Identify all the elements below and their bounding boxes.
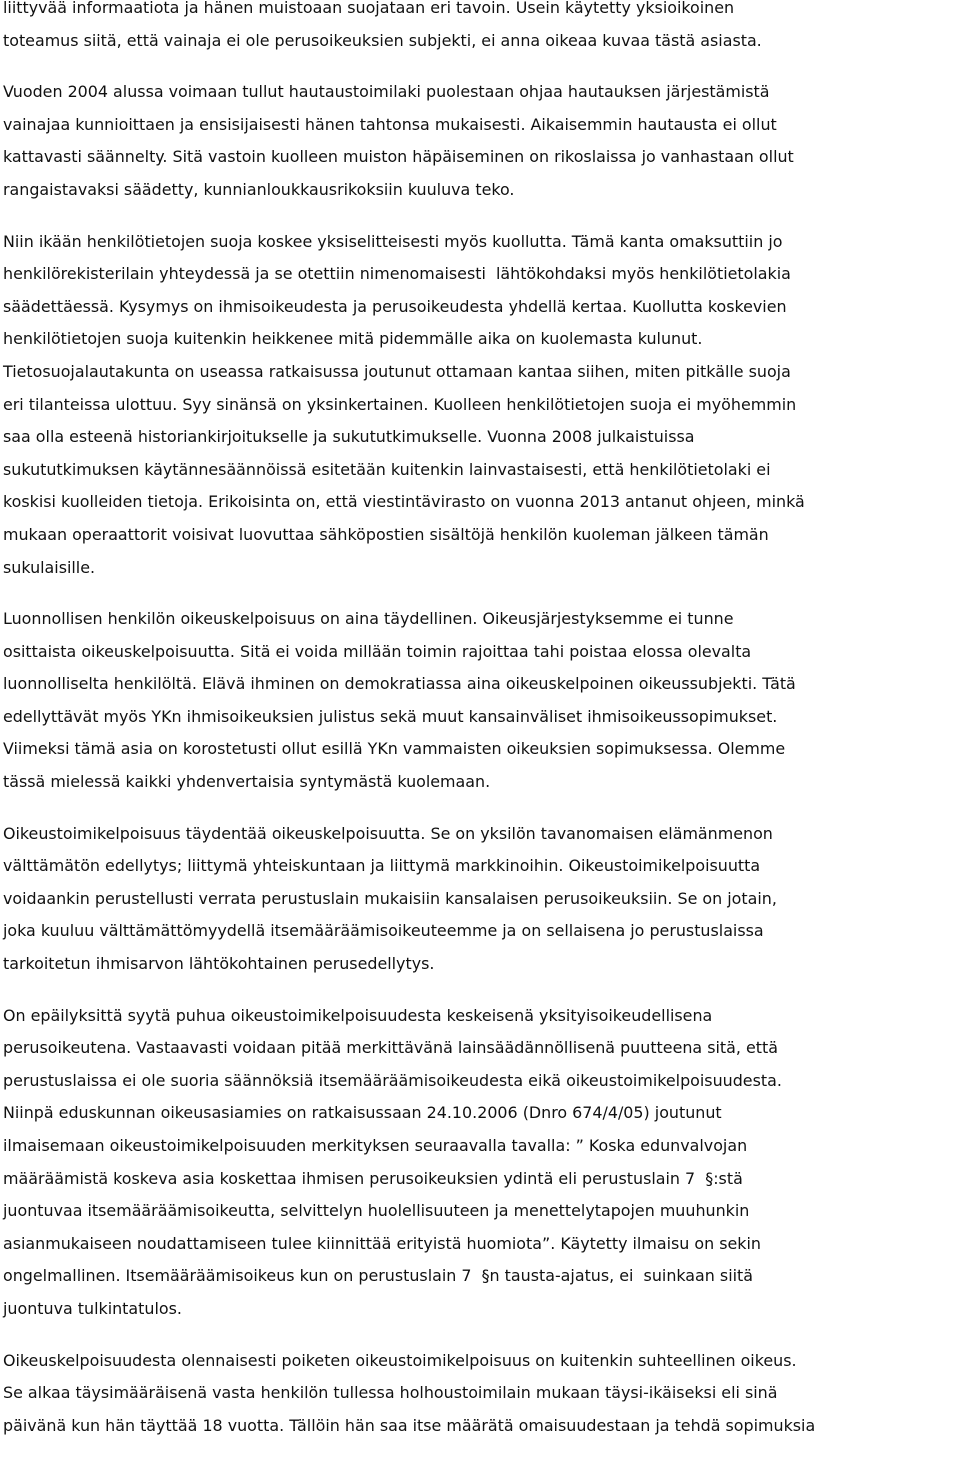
text-line: On epäilyksittä syytä puhua oikeustoimikelpoisuudesta keskeisenä yksityisoikeudellisena bbox=[3, 1005, 713, 1025]
text-line: päivänä kun hän täyttää 18 vuotta. Tällöin hän saa itse määrätä omaisuudestaan ja tehdä sopimuksia bbox=[3, 1415, 816, 1435]
text-line: edellyttävät myös YKn ihmisoikeuksien julistus sekä muut kansainväliset ihmisoikeussopimukset. bbox=[3, 706, 778, 726]
text-line: juontuvaa itsemääräämisoikeutta, selvittelyn huolellisuuteen ja menettelytapojen muuhunkin bbox=[3, 1201, 750, 1221]
text-line: koskisi kuolleiden tietoja. Erikoisinta on, että viestintävirasto on vuonna 2013 antanut ohjeen, minkä bbox=[3, 492, 805, 512]
paragraph bbox=[0, 603, 960, 799]
text-line: perustuslaissa ei ole suoria säännöksiä itsemääräämisoikeudesta eikä oikeustoimikelpoisuudesta. bbox=[3, 1070, 782, 1090]
text-line: tarkoitetun ihmisarvon lähtökohtainen perusedellytys. bbox=[3, 954, 435, 974]
text-line: rangaistavaksi säädetty, kunnianloukkausrikoksiin kuuluva teko. bbox=[3, 179, 515, 199]
paragraph-spacer bbox=[0, 207, 960, 226]
text-line: eri tilanteissa ulottuu. Syy sinänsä on yksinkertainen. Kuolleen henkilötietojen suoja ei myöhemmin bbox=[3, 394, 797, 414]
text-line: säädettäessä. Kysymys on ihmisoikeudesta ja perusoikeudesta yhdellä kertaa. Kuollutta koskevien bbox=[3, 296, 787, 316]
paragraph bbox=[0, 0, 960, 57]
paragraph-spacer bbox=[0, 1326, 960, 1345]
text-line: ongelmallinen. Itsemääräämisoikeus kun on perustuslain 7 §n tausta-ajatus, ei suinkaan siitä bbox=[3, 1266, 753, 1286]
paragraph-spacer bbox=[0, 981, 960, 1000]
text-line: vainajaa kunnioittaen ja ensisijaisesti hänen tahtonsa mukaisesti. Aikaisemmin hautausta ei ollut bbox=[3, 114, 777, 134]
text-line: henkilörekisterilain yhteydessä ja se otettiin nimenomaisesti lähtökohdaksi myös henkilötietolakia bbox=[3, 264, 791, 284]
text-line: perusoikeutena. Vastaavasti voidaan pitää merkittävänä lainsäädännöllisenä puutteena sitä, että bbox=[3, 1038, 778, 1058]
text-line: sukututkimuksen käytännesäännöissä esitetään kuitenkin lainvastaisesti, että henkilötietolaki ei bbox=[3, 459, 771, 479]
text-line: kattavasti säännelty. Sitä vastoin kuolleen muiston häpäiseminen on rikoslaissa jo vanhastaan ollut bbox=[3, 147, 794, 167]
text-line: luonnolliselta henkilöltä. Elävä ihminen on demokratiassa aina oikeuskelpoinen oikeussubjekti. Tätä bbox=[3, 674, 796, 694]
text-line: Tietosuojalautakunta on useassa ratkaisussa joutunut ottamaan kantaa siihen, miten pitkälle suoja bbox=[3, 361, 791, 381]
text-line: ilmaisemaan oikeustoimikelpoisuuden merkityksen seuraavalla tavalla: ” Koska edunvalvojan bbox=[3, 1136, 748, 1155]
text-line: Viimeksi tämä asia on korostetusti ollut esillä YKn vammaisten oikeuksien sopimuksessa. Olemme bbox=[3, 739, 786, 759]
text-line: mukaan operaattorit voisivat luovuttaa sähköpostien sisältöjä henkilön kuoleman jälkeen tämän bbox=[3, 524, 769, 544]
paragraph bbox=[0, 226, 960, 585]
text-line: osittaista oikeuskelpoisuutta. Sitä ei voida millään toimin rajoittaa tahi poistaa elossa olevalta bbox=[3, 641, 752, 661]
paragraph bbox=[0, 818, 960, 981]
text-line: liittyvää informaatiota ja hänen muistoaan suojataan eri tavoin. Usein käytetty yksioikoinen bbox=[3, 0, 735, 17]
paragraph-spacer bbox=[0, 799, 960, 818]
paragraph bbox=[0, 1345, 960, 1443]
text-line: tässä mielessä kaikki yhdenvertaisia syntymästä kuolemaan. bbox=[3, 772, 491, 792]
text-line: henkilötietojen suoja kuitenkin heikkenee mitä pidemmälle aika on kuolemasta kulunut. bbox=[3, 329, 703, 349]
text-line: toteamus siitä, että vainaja ei ole perusoikeuksien subjekti, ei anna oikeaa kuvaa tästä asiasta. bbox=[3, 30, 762, 50]
text-line: saa olla esteenä historiankirjoitukselle ja sukututkimukselle. Vuonna 2008 julkaistuissa bbox=[3, 427, 695, 447]
text-line: asianmukaiseen noudattamiseen tulee kiinnittää erityistä huomiota”. Käytetty ilmaisu on sekin bbox=[3, 1233, 761, 1253]
text-line: voidaankin perustellusti verrata perustuslain mukaisiin kansalaisen perusoikeuksiin. Se on jotain, bbox=[3, 888, 777, 908]
text-line: Vuoden 2004 alussa voimaan tullut hautaustoimilaki puolestaan ohjaa hautauksen järjestämistä bbox=[3, 82, 770, 102]
text-line: juontuva tulkintatulos. bbox=[3, 1298, 182, 1318]
text-line: Oikeustoimikelpoisuus täydentää oikeuskelpoisuutta. Se on yksilön tavanomaisen elämänmenon bbox=[3, 823, 773, 843]
paragraph bbox=[0, 1000, 960, 1326]
text-line: Niinpä eduskunnan oikeusasiamies on ratkaisussaan 24.10.2006 (Dnro 674/4/05) joutunut bbox=[3, 1103, 722, 1123]
text-line: välttämätön edellytys; liittymä yhteiskuntaan ja liittymä markkinoihin. Oikeustoimikelpoisuutta bbox=[3, 856, 761, 876]
text-line: Luonnollisen henkilön oikeuskelpoisuus on aina täydellinen. Oikeusjärjestyksemme ei tunne bbox=[3, 609, 734, 629]
text-line: määräämistä koskeva asia koskettaa ihmisen perusoikeuksien ydintä eli perustuslain 7 §:stä bbox=[3, 1168, 743, 1188]
text-line: Niin ikään henkilötietojen suoja koskee yksiselitteisesti myös kuollutta. Tämä kanta omaksuttiin jo bbox=[3, 231, 783, 251]
text-line: sukulaisille. bbox=[3, 557, 96, 577]
text-line: joka kuuluu välttämättömyydellä itsemääräämisoikeuteemme ja on sellaisena jo perustuslaissa bbox=[3, 921, 764, 941]
paragraph-spacer bbox=[0, 57, 960, 76]
text-line: Se alkaa täysimääräisenä vasta henkilön tullessa holhoustoimilain mukaan täysi-ikäiseksi eli sinä bbox=[3, 1383, 778, 1403]
paragraph-spacer bbox=[0, 584, 960, 603]
text-line: Oikeuskelpoisuudesta olennaisesti poiketen oikeustoimikelpoisuus on kuitenkin suhteellinen oikeus. bbox=[3, 1350, 797, 1370]
paragraph bbox=[0, 76, 960, 206]
